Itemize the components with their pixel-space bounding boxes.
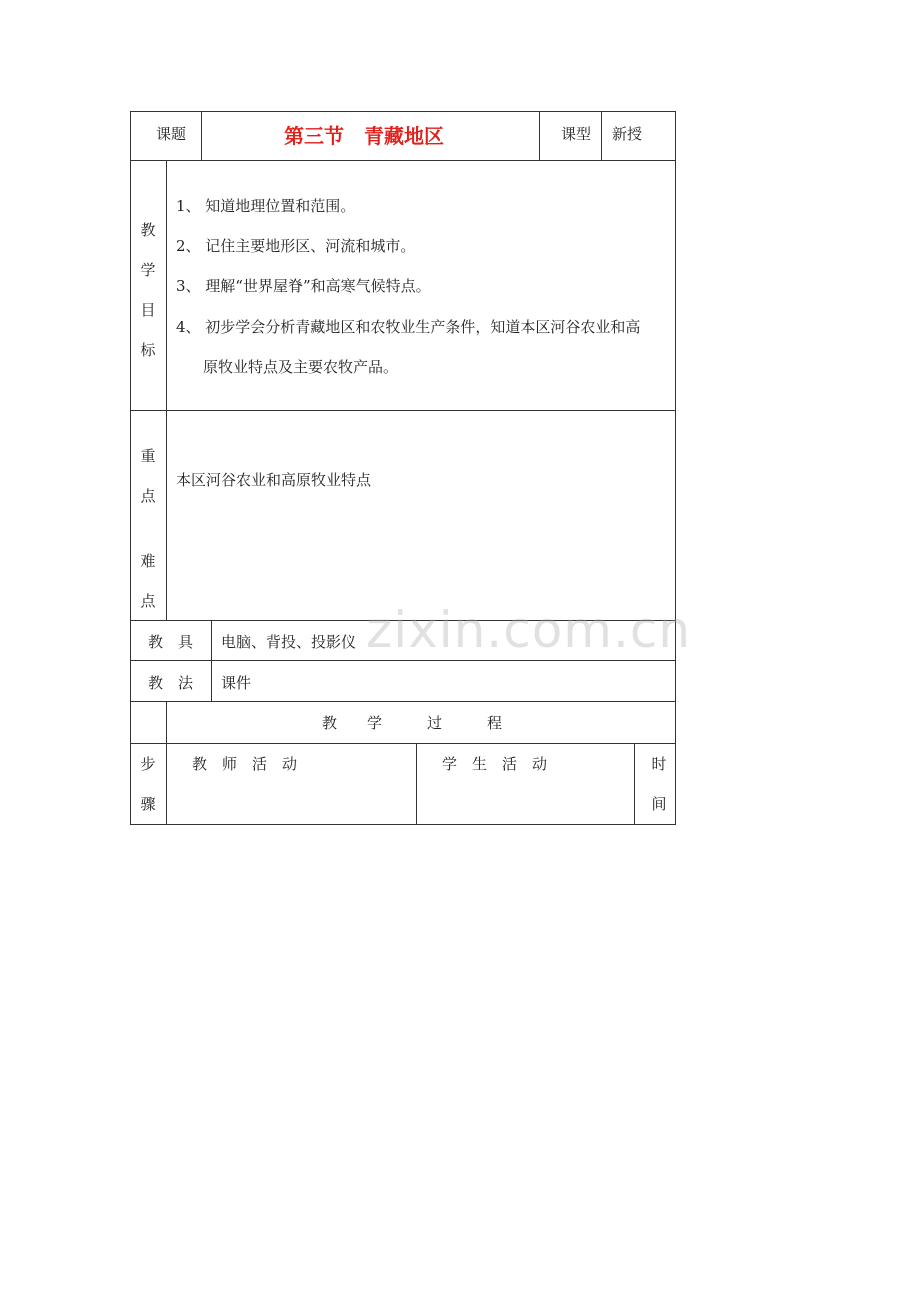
keypoints-content: 本区河谷农业和高原牧业特点 [176,471,372,489]
table-border-left [130,111,131,825]
step-label-char: 步 [140,755,156,773]
method-value: 课件 [221,674,252,692]
method-label: 教 法 [148,674,194,692]
header-divider-1 [201,111,202,160]
time-label-char: 时 [651,755,667,773]
keypoints-label-char: 点 [140,592,156,610]
time-label-char: 间 [651,795,667,813]
objective-item-continuation: 原牧业特点及主要农牧产品。 [203,358,399,376]
teacher-activity-header: 教 师 活 动 [192,755,298,773]
header-divider-3 [601,111,602,160]
objectives-label-char: 学 [140,261,156,279]
type-label: 课型 [561,125,592,143]
objectives-label-char: 目 [140,301,156,319]
objective-item: 2、 记住主要地形区、河流和城市。 [176,237,416,255]
row-divider-header [130,160,676,161]
row-divider-objectives [130,410,676,411]
student-activity-header: 学 生 活 动 [442,755,548,773]
table-border-top [130,111,676,112]
keypoints-label-char: 难 [140,552,156,570]
table-border-bottom [130,824,676,825]
objective-item: 4、 初步学会分析青藏地区和农牧业生产条件，知道本区河谷农业和高 [176,318,641,336]
time-divider [634,743,635,824]
keypoints-label-char: 点 [140,487,156,505]
tools-value: 电脑、背投、投影仪 [221,633,357,651]
objectives-label-char: 标 [140,341,156,359]
objectives-label-char: 教 [140,221,156,239]
tools-label: 教 具 [148,633,194,651]
process-heading: 教 学 过 程 [322,714,503,732]
header-divider-2 [539,111,540,160]
tools-method-divider [211,620,212,701]
step-label-char: 骤 [140,795,156,813]
objective-item: 1、 知道地理位置和范围。 [176,197,356,215]
activity-divider [416,743,417,824]
objective-item: 3、 理解“世界屋脊”和高寒气候特点。 [176,277,431,295]
process-divider [166,701,167,824]
row-divider-process [130,743,676,744]
table-border-right [675,111,676,825]
keypoints-label-char: 重 [140,447,156,465]
label-column-divider [166,160,167,620]
topic-title: 第三节 青藏地区 [284,124,444,148]
row-divider-method [130,701,676,702]
watermark: zixin.com.cn [366,601,692,659]
topic-label: 课题 [156,125,187,143]
type-value: 新授 [612,125,643,143]
